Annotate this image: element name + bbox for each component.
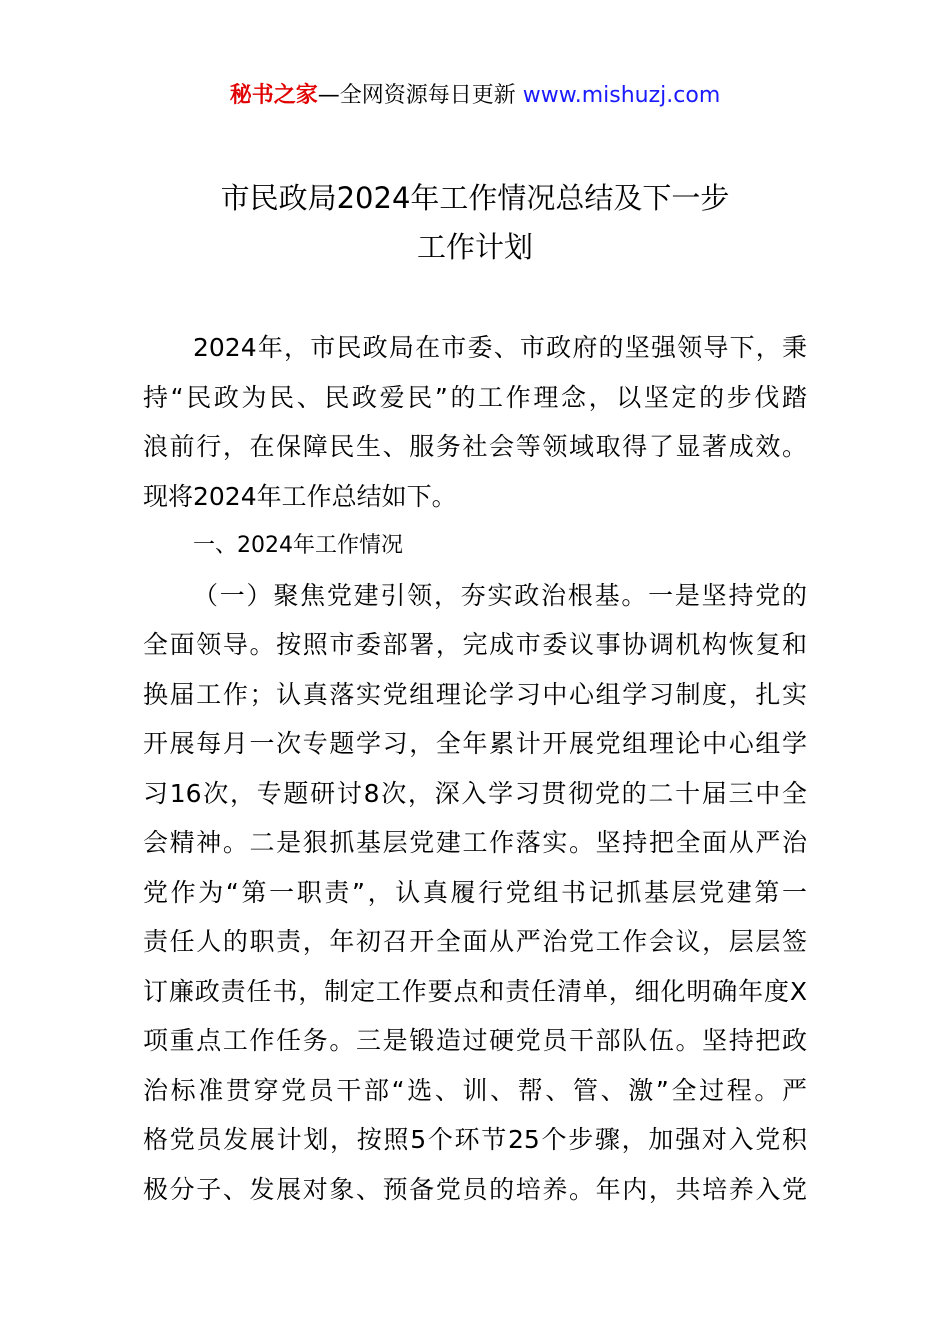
paragraph-line: 订廉政责任书，制定工作要点和责任清单，细化明确年度X bbox=[143, 976, 807, 1006]
paragraph-line: 项重点工作任务。三是锻造过硬党员干部队伍。坚持把政 bbox=[143, 1026, 807, 1055]
paragraph-line: 极分子、发展对象、预备党员的培养。年内，共培养入党 bbox=[143, 1174, 807, 1204]
paragraph-line: 习16次，专题研讨8次，深入学习贯彻党的二十届三中全 bbox=[143, 778, 807, 808]
paragraph-line: 持“民政为民、民政爱民”的工作理念，以坚定的步伐踏 bbox=[143, 382, 807, 412]
paragraph-line: 浪前行，在保障民生、服务社会等领域取得了显著成效。 bbox=[143, 432, 807, 461]
paragraph-line: 全面领导。按照市委部署，完成市委议事协调机构恢复和 bbox=[143, 630, 807, 659]
document-body bbox=[143, 323, 807, 1214]
paragraph-line: 换届工作；认真落实党组理论学习中心组学习制度，扎实 bbox=[143, 679, 807, 709]
title-line-1: 市民政局2024年工作情况总结及下一步 bbox=[220, 181, 730, 215]
paragraph-line: （一）聚焦党建引领，夯实政治根基。一是坚持党的 bbox=[193, 580, 807, 610]
document-title bbox=[0, 174, 950, 272]
paragraph-line: 党作为“第一职责”，认真履行党组书记抓基层党建第一 bbox=[143, 877, 807, 907]
section-one-paragraph bbox=[143, 571, 807, 1215]
paragraph-line: 现将2024年工作总结如下。 bbox=[143, 481, 457, 511]
paragraph-line: 开展每月一次专题学习，全年累计开展党组理论中心组学 bbox=[143, 729, 807, 758]
section-heading: 一、2024年工作情况 bbox=[193, 533, 403, 558]
site-link[interactable]: www.mishuzj.com bbox=[522, 83, 721, 108]
paragraph-line: 治标准贯穿党员干部“选、训、帮、管、激”全过程。严 bbox=[143, 1075, 807, 1105]
header-slogan: —全网资源每日更新 bbox=[317, 83, 523, 108]
intro-paragraph bbox=[143, 323, 807, 521]
site-header bbox=[0, 80, 950, 112]
paragraph-line: 格党员发展计划，按照5个环节25个步骤，加强对入党积 bbox=[143, 1125, 807, 1154]
paragraph-line: 责任人的职责，年初召开全面从严治党工作会议，层层签 bbox=[143, 927, 807, 956]
brand-name: 秘书之家 bbox=[229, 83, 318, 108]
paragraph-line: 会精神。二是狠抓基层党建工作落实。坚持把全面从严治 bbox=[143, 828, 807, 857]
title-line-2: 工作计划 bbox=[416, 230, 533, 264]
paragraph-line: 2024年，市民政局在市委、市政府的坚强领导下，秉 bbox=[193, 333, 807, 362]
